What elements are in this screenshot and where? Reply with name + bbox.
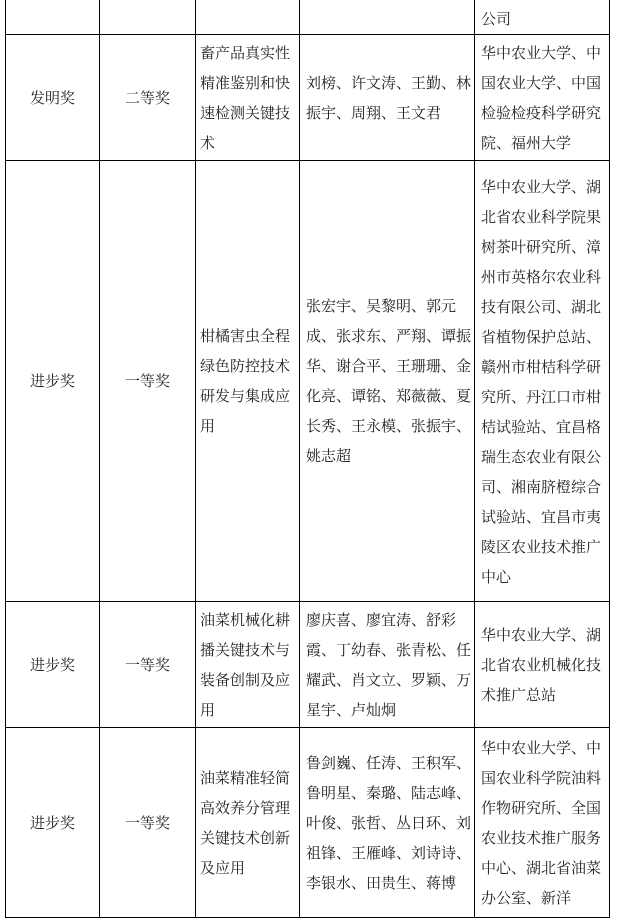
institutions-cell: 华中农业大学、湖北省农业科学院果树茶叶研究所、漳州市英格尔农业科技有限公司、湖北省植物保护总站、赣州市柑桔科学研究所、丹江口市柑桔试验站、宜昌格瑞生态农业有限公司、湘南脐橙综合试验站、宜昌市夷陵区农业技术推广中心 [475, 161, 610, 602]
award-grade-cell: 二等奖 [100, 35, 196, 161]
project-name-cell: 柑橘害虫全程绿色防控技术研发与集成应用 [196, 161, 300, 602]
table-row [6, 602, 610, 728]
table-row [6, 0, 610, 35]
award-category-cell: 发明奖 [6, 35, 100, 161]
awards-table [5, 0, 610, 918]
award-category-cell [6, 0, 100, 35]
table-row [6, 161, 610, 602]
contributors-cell: 鲁剑巍、任涛、王积军、鲁明星、秦璐、陆志峰、叶俊、张哲、丛日环、刘祖锋、王雁峰、刘诗诗、李银水、田贵生、蒋博 [300, 728, 475, 918]
institutions-cell: 华中农业大学、中国农业科学院油料作物研究所、全国农业技术推广服务中心、湖北省油菜办公室、新洋 [475, 728, 610, 918]
award-category-cell: 进步奖 [6, 602, 100, 728]
contributors-cell: 廖庆喜、廖宜涛、舒彩霞、丁幼春、张青松、任耀武、肖文立、罗颖、万星宇、卢灿炯 [300, 602, 475, 728]
project-name-cell: 畜产品真实性精准鉴别和快速检测关键技术 [196, 35, 300, 161]
project-name-cell: 油菜机械化耕播关键技术与装备创制及应用 [196, 602, 300, 728]
institutions-cell: 华中农业大学、中国农业大学、中国检验检疫科学研究院、福州大学 [475, 35, 610, 161]
table-row [6, 35, 610, 161]
institutions-cell: 公司 [475, 0, 610, 35]
institutions-cell: 华中农业大学、湖北省农业机械化技术推广总站 [475, 602, 610, 728]
award-category-cell: 进步奖 [6, 728, 100, 918]
award-grade-cell [100, 0, 196, 35]
project-name-cell [196, 0, 300, 35]
project-name-cell: 油菜精准轻简高效养分管理关键技术创新及应用 [196, 728, 300, 918]
contributors-cell: 张宏宇、吴黎明、郭元成、张求东、严翔、谭振华、谢合平、王珊珊、金化亮、谭铭、郑薇薇、夏长秀、王永模、张振宇、姚志超 [300, 161, 475, 602]
award-category-cell: 进步奖 [6, 161, 100, 602]
contributors-cell [300, 0, 475, 35]
award-grade-cell: 一等奖 [100, 161, 196, 602]
award-grade-cell: 一等奖 [100, 602, 196, 728]
table-row [6, 728, 610, 918]
award-grade-cell: 一等奖 [100, 728, 196, 918]
contributors-cell: 刘榜、许文涛、王勤、林振宇、周翔、王文君 [300, 35, 475, 161]
